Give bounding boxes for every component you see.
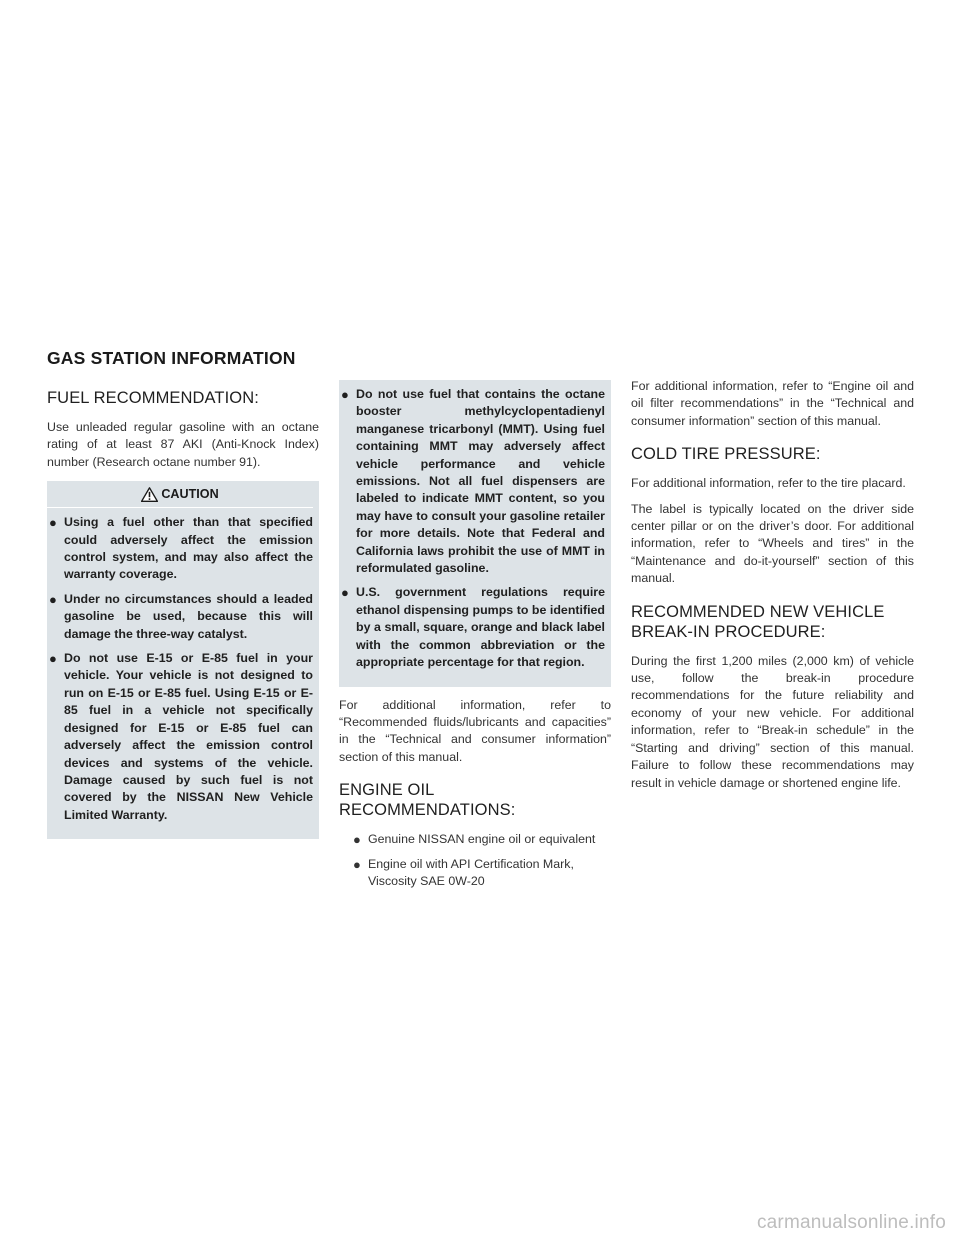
caution-list <box>47 514 313 824</box>
bullet: ● <box>353 832 361 848</box>
fuel-intro: Use unleaded regular gasoline with an octane rating of at least 87 AKI (Anti-Knock Index) number (Research octane number 91). <box>47 420 319 469</box>
tire-p2: The label is typically located on the driver side center pillar or on the driver’s door. For additional information, refer to “Wheels and tires” in the “Maintenance and do-it-yourself” section of this manual. <box>631 501 914 586</box>
engine-oil-after: For additional information, refer to “Engine oil and oil filter recommendations” in the “Technical and consumer information” section of this manual. <box>631 379 914 428</box>
column-1 <box>47 388 319 839</box>
bullet: ● <box>49 591 57 607</box>
tire-p1: For additional information, refer to the tire placard. <box>631 476 906 491</box>
bullet: ● <box>341 585 349 601</box>
breakin-heading-line1: RECOMMENDED NEW VEHICLE <box>631 602 885 621</box>
breakin-heading <box>631 602 914 642</box>
bullet: ● <box>49 515 57 531</box>
fuel-heading: FUEL RECOMMENDATION: <box>47 389 259 407</box>
column-2 <box>339 380 611 897</box>
page-header: GAS STATION INFORMATION <box>47 348 296 368</box>
list-item: ● Engine oil with API Certification Mark, Viscosity SAE 0W-20 <box>353 856 574 888</box>
caution-box-continued <box>339 380 611 687</box>
breakin-heading-line2: BREAK-IN PROCEDURE: <box>631 622 826 641</box>
list-item: ● Under no circumstances should a leaded gasoline be used, because this will damage the three-way catalyst. <box>49 591 313 641</box>
tire-heading: COLD TIRE PRESSURE: <box>631 445 821 464</box>
caution-header <box>47 481 313 508</box>
bullet: ● <box>341 387 349 402</box>
list-item: ● Genuine NISSAN engine oil or equivalent <box>353 832 596 848</box>
list-item: ● Using a fuel other than that specified could adversely affect the emission control system, and may also affect the warranty coverage. <box>49 515 313 582</box>
fuel-after-caution: For additional information, refer to “Recommended fluids/lubricants and capacities” in the “Technical and consumer information” section of this manual. <box>339 697 611 764</box>
list-item: ● Do not use fuel that contains the octane booster methylcyclopentadienyl manganese tricarbonyl (MMT). Using fuel containing MMT may adversely affect vehicle performance and vehicle emissions. Not all fuel dispensers are labeled to indicate MMT content, so you may have to consult your gasoline retailer for more details. Note that Federal and California laws prohibit the use of MMT in reformulated gasoline. <box>341 387 605 576</box>
caution-box <box>47 481 319 839</box>
watermark: carmanualsonline.info <box>756 1212 946 1233</box>
engine-oil-heading: ENGINE OIL RECOMMENDATIONS: <box>339 781 516 820</box>
warning-triangle-icon <box>141 487 158 502</box>
list-item: ● U.S. government regulations require ethanol dispensing pumps to be identified by a small, square, orange and black label with the common abbreviation or the appropriate percentage for that region. <box>341 585 605 670</box>
engine-oil-list <box>351 831 611 890</box>
caution-title: CAUTION <box>161 487 219 502</box>
breakin-p1: During the first 1,200 miles (2,000 km) of vehicle use, follow the break-in procedure recommendations for the future reliability and economy of your new vehicle. For additional information, refer to “Break-in schedule” in the “Starting and driving” section of this manual. Failure to follow these recommendations may result in vehicle damage or shortened engine life. <box>631 653 914 790</box>
caution-list-continued <box>339 386 605 672</box>
bullet: ● <box>49 651 57 667</box>
column-3 <box>631 378 914 800</box>
bullet: ● <box>353 856 361 872</box>
list-item: ● Do not use E-15 or E-85 fuel in your vehicle. Your vehicle is not designed to run on E-15 or E-85 fuel. Using E-15 or E-85 fuel in a vehicle not specifically designed for E-15 or E-85 fuel can adversely affect the emission control devices and systems of the vehicle. Damage caused by such fuel is not covered by the NISSAN New Vehicle Limited Warranty. <box>49 651 313 822</box>
